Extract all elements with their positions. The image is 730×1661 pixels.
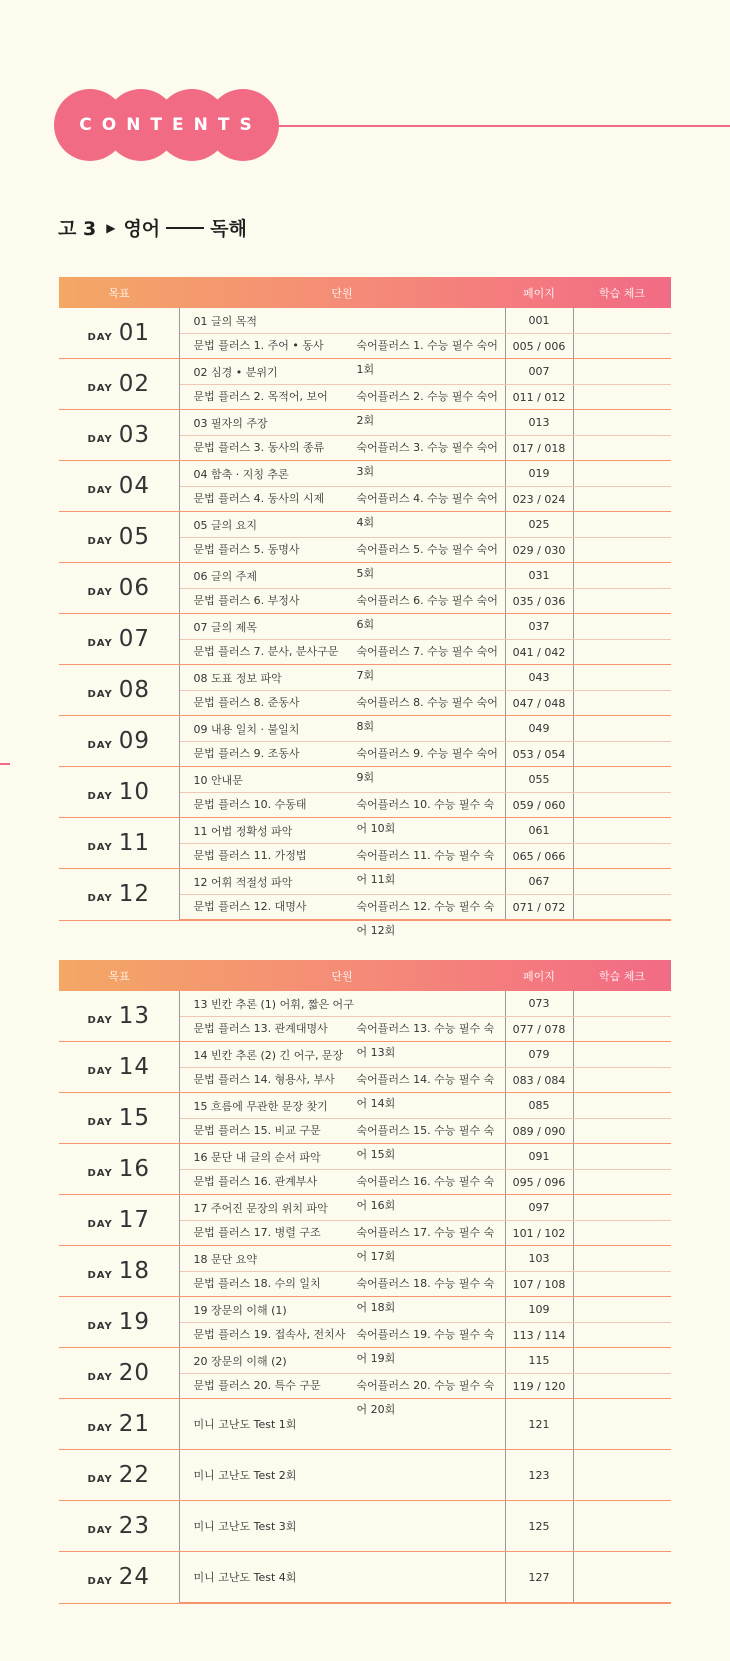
study-check[interactable]: [573, 512, 671, 538]
study-check[interactable]: [573, 716, 671, 742]
idiom-plus: 숙어플러스 15. 수능 필수 숙어 15회: [356, 1124, 495, 1161]
day-number: 20: [118, 1360, 151, 1386]
lesson-title: 20 장문의 이해 (2): [179, 1348, 505, 1374]
study-check[interactable]: [573, 614, 671, 640]
day-cell: [59, 1144, 179, 1195]
grammar-plus: 문법 플러스 8. 준동사: [193, 696, 300, 709]
day-label: DAY: [87, 740, 113, 751]
day-label: DAY: [87, 1066, 113, 1077]
page-number: 073: [505, 991, 573, 1017]
day-cell: [59, 716, 179, 767]
day-label: DAY: [87, 383, 113, 394]
idiom-plus: 숙어플러스 5. 수능 필수 숙어 5회: [356, 543, 498, 580]
study-check[interactable]: [573, 895, 671, 921]
day-number: 01: [118, 320, 151, 346]
study-check[interactable]: [573, 1068, 671, 1093]
study-check[interactable]: [573, 461, 671, 487]
lesson-title: 15 흐름에 무관한 문장 찾기: [179, 1093, 505, 1119]
page-number: 037: [505, 614, 573, 640]
idiom-plus: 숙어플러스 10. 수능 필수 숙어 10회: [356, 798, 495, 835]
day-number: 03: [118, 422, 151, 448]
study-check[interactable]: [573, 1323, 671, 1348]
study-check[interactable]: [573, 1272, 671, 1297]
day-number: 19: [118, 1309, 151, 1335]
day-cell: [59, 1552, 179, 1604]
supplement-cell: [179, 1374, 505, 1416]
page-range: 071 / 072: [505, 895, 573, 921]
grammar-plus: 문법 플러스 17. 병렬 구조: [193, 1226, 321, 1239]
lesson-title: 01 글의 목적: [179, 308, 505, 334]
page-number: 019: [505, 461, 573, 487]
day-cell: [59, 1450, 179, 1501]
day-cell: [59, 1195, 179, 1246]
page-range: 113 / 114: [505, 1323, 573, 1348]
header-rule: [279, 125, 730, 127]
idiom-plus: 숙어플러스 11. 수능 필수 숙어 11회: [356, 849, 495, 886]
page-number: 079: [505, 1042, 573, 1068]
day-number: 23: [118, 1513, 151, 1539]
day-cell: [59, 512, 179, 563]
day-label: DAY: [87, 434, 113, 445]
idiom-plus: 숙어플러스 17. 수능 필수 숙어 17회: [356, 1226, 495, 1263]
study-check[interactable]: [573, 563, 671, 589]
grammar-plus: 문법 플러스 16. 관계부사: [193, 1175, 318, 1188]
idiom-plus: 숙어플러스 16. 수능 필수 숙어 16회: [356, 1175, 495, 1212]
day-label: DAY: [87, 893, 113, 905]
idiom-plus: 숙어플러스 1. 수능 필수 숙어 1회: [356, 339, 498, 376]
table-row: [59, 991, 671, 1017]
day-cell: [59, 1042, 179, 1093]
page-number: 049: [505, 716, 573, 742]
grammar-plus: 문법 플러스 9. 조동사: [193, 747, 300, 760]
page-range: 041 / 042: [505, 640, 573, 665]
grammar-plus: 문법 플러스 13. 관계대명사: [193, 1022, 328, 1035]
day-number: 10: [118, 779, 151, 805]
day-label: DAY: [87, 689, 113, 700]
idiom-plus: 숙어플러스 4. 수능 필수 숙어 4회: [356, 492, 498, 529]
header: [0, 0, 730, 260]
page-number: 109: [505, 1297, 573, 1323]
page-number: 123: [505, 1450, 573, 1501]
day-number: 04: [118, 473, 151, 499]
day-label: DAY: [87, 485, 113, 496]
header-page: 페이지: [523, 969, 555, 983]
page-number: 007: [505, 359, 573, 385]
lesson-title: 미니 고난도 Test 1회: [179, 1399, 505, 1450]
day-label: DAY: [87, 1372, 113, 1383]
day-number: 11: [118, 830, 151, 856]
page-range: 047 / 048: [505, 691, 573, 716]
contents-title: CONTENTS: [79, 115, 262, 135]
idiom-plus: 숙어플러스 18. 수능 필수 숙어 18회: [356, 1277, 495, 1314]
day-label: DAY: [87, 791, 113, 802]
header-check: 학습 체크: [598, 969, 645, 983]
lesson-title: 미니 고난도 Test 4회: [179, 1552, 505, 1604]
lesson-title: 03 필자의 주장: [179, 410, 505, 436]
idiom-plus: 숙어플러스 3. 수능 필수 숙어 3회: [356, 441, 498, 478]
study-check[interactable]: [573, 1374, 671, 1399]
contents-table-1: [59, 277, 671, 937]
study-check[interactable]: [573, 691, 671, 716]
idiom-plus: 숙어플러스 6. 수능 필수 숙어 6회: [356, 594, 498, 631]
lesson-title: 19 장문의 이해 (1): [179, 1297, 505, 1323]
page-range: 065 / 066: [505, 844, 573, 869]
idiom-plus: 숙어플러스 20. 수능 필수 숙어 20회: [356, 1379, 495, 1416]
grammar-plus: 문법 플러스 11. 가정법: [193, 849, 307, 862]
grammar-plus: 문법 플러스 6. 부정사: [193, 594, 300, 607]
day-label: DAY: [87, 1270, 113, 1281]
lesson-title: 08 도표 정보 파악: [179, 665, 505, 691]
day-number: 14: [118, 1054, 151, 1080]
day-number: 05: [118, 524, 151, 550]
header-goal: 목표: [108, 286, 130, 300]
grammar-plus: 문법 플러스 4. 동사의 시제: [193, 492, 325, 505]
subject-heading: [58, 214, 247, 241]
study-check[interactable]: [573, 742, 671, 767]
day-cell: [59, 614, 179, 665]
study-check[interactable]: [573, 1221, 671, 1246]
grammar-plus: 문법 플러스 2. 목적어, 보어: [193, 390, 328, 403]
page-range: 083 / 084: [505, 1068, 573, 1093]
page-range: 101 / 102: [505, 1221, 573, 1246]
day-label: DAY: [87, 1321, 113, 1332]
lesson-title: 18 문단 요약: [179, 1246, 505, 1272]
grammar-plus: 문법 플러스 20. 특수 구문: [193, 1379, 321, 1392]
page-number: 061: [505, 818, 573, 844]
lesson-title: 04 함축 · 지칭 추론: [179, 461, 505, 487]
lesson-title: 06 글의 주제: [179, 563, 505, 589]
day-cell: [59, 359, 179, 410]
page-range: 011 / 012: [505, 385, 573, 410]
study-check[interactable]: [573, 1450, 671, 1501]
grammar-plus: 문법 플러스 14. 형용사, 부사: [193, 1073, 335, 1086]
header-goal: 목표: [108, 969, 130, 983]
page-number: 001: [505, 308, 573, 334]
lesson-title: 11 어법 정확성 파악: [179, 818, 505, 844]
day-cell: [59, 308, 179, 359]
day-cell: [59, 818, 179, 869]
day-number: 22: [118, 1462, 151, 1488]
triangle-icon: ▶: [106, 220, 116, 235]
day-number: 08: [118, 677, 151, 703]
page-range: 077 / 078: [505, 1017, 573, 1042]
study-check[interactable]: [573, 793, 671, 818]
table-header: [59, 960, 671, 991]
study-check[interactable]: [573, 767, 671, 793]
page-number: 085: [505, 1093, 573, 1119]
day-number: 12: [118, 881, 151, 908]
grammar-plus: 문법 플러스 3. 동사의 종류: [193, 441, 325, 454]
table-row: [59, 1552, 671, 1604]
day-cell: [59, 1348, 179, 1399]
day-cell: [59, 563, 179, 614]
day-label: DAY: [87, 1015, 113, 1026]
lesson-title: 10 안내문: [179, 767, 505, 793]
subject-label: 영어: [123, 218, 161, 240]
page-number: 043: [505, 665, 573, 691]
day-cell: [59, 665, 179, 716]
day-cell: [59, 1399, 179, 1450]
day-label: DAY: [87, 842, 113, 853]
study-check[interactable]: [573, 436, 671, 461]
lesson-title: 미니 고난도 Test 2회: [179, 1450, 505, 1501]
table-row: [59, 308, 671, 334]
lesson-title: 16 문단 내 글의 순서 파악: [179, 1144, 505, 1170]
lesson-title: 미니 고난도 Test 3회: [179, 1501, 505, 1552]
page-number: 121: [505, 1399, 573, 1450]
study-check[interactable]: [573, 1501, 671, 1552]
study-check[interactable]: [573, 1017, 671, 1042]
idiom-plus: 숙어플러스 13. 수능 필수 숙어 13회: [356, 1022, 495, 1059]
day-label: DAY: [87, 638, 113, 649]
day-label: DAY: [87, 587, 113, 598]
page-number: 091: [505, 1144, 573, 1170]
idiom-plus: 숙어플러스 9. 수능 필수 숙어 9회: [356, 747, 498, 784]
page-number: 055: [505, 767, 573, 793]
day-number: 15: [118, 1105, 151, 1131]
day-number: 18: [118, 1258, 151, 1284]
study-check[interactable]: [573, 991, 671, 1017]
study-check[interactable]: [573, 589, 671, 614]
day-label: DAY: [87, 1423, 113, 1434]
study-check[interactable]: [573, 487, 671, 512]
page-range: 089 / 090: [505, 1119, 573, 1144]
grammar-plus: 문법 플러스 18. 수의 일치: [193, 1277, 321, 1290]
table-row: [59, 1450, 671, 1501]
study-check[interactable]: [573, 844, 671, 869]
study-check[interactable]: [573, 385, 671, 410]
day-number: 06: [118, 575, 151, 601]
study-check[interactable]: [573, 410, 671, 436]
page-range: 023 / 024: [505, 487, 573, 512]
page-number: 067: [505, 869, 573, 895]
study-check[interactable]: [573, 359, 671, 385]
day-number: 09: [118, 728, 151, 754]
idiom-plus: 숙어플러스 14. 수능 필수 숙어 14회: [356, 1073, 495, 1110]
header-unit: 단원: [331, 286, 353, 300]
lesson-title: 12 어휘 적절성 파악: [179, 869, 505, 895]
study-check[interactable]: [573, 818, 671, 844]
study-check[interactable]: [573, 1170, 671, 1195]
study-check[interactable]: [573, 869, 671, 895]
study-check[interactable]: [573, 1119, 671, 1144]
day-cell: [59, 869, 179, 921]
day-label: DAY: [87, 1525, 113, 1536]
day-label: DAY: [87, 1219, 113, 1230]
grammar-plus: 문법 플러스 1. 주어 • 동사: [193, 339, 324, 352]
page-range: 017 / 018: [505, 436, 573, 461]
contents-pill: [54, 89, 279, 161]
study-check[interactable]: [573, 1348, 671, 1374]
study-check[interactable]: [573, 1144, 671, 1170]
contents-table-2: [59, 960, 671, 1604]
study-check[interactable]: [573, 1297, 671, 1323]
study-check[interactable]: [573, 334, 671, 359]
day-cell: [59, 767, 179, 818]
day-label: DAY: [87, 1117, 113, 1128]
day-label: DAY: [87, 536, 113, 547]
page-range: 035 / 036: [505, 589, 573, 614]
page-number: 097: [505, 1195, 573, 1221]
page-range: 119 / 120: [505, 1374, 573, 1399]
day-number: 24: [118, 1564, 151, 1591]
grammar-plus: 문법 플러스 5. 동명사: [193, 543, 300, 556]
lesson-title: 13 빈칸 추론 (1) 어휘, 짧은 어구: [179, 991, 505, 1017]
day-label: DAY: [87, 1474, 113, 1485]
day-number: 07: [118, 626, 151, 652]
page-number: 127: [505, 1552, 573, 1604]
study-check[interactable]: [573, 1042, 671, 1068]
page-range: 059 / 060: [505, 793, 573, 818]
day-cell: [59, 1093, 179, 1144]
grade-label: 고 3: [58, 218, 97, 240]
study-check[interactable]: [573, 308, 671, 334]
page-number: 103: [505, 1246, 573, 1272]
header-page: 페이지: [523, 286, 555, 300]
idiom-plus: 숙어플러스 12. 수능 필수 숙어 12회: [356, 900, 495, 937]
dash-divider: [166, 227, 204, 229]
page-number: 115: [505, 1348, 573, 1374]
day-number: 13: [118, 1003, 151, 1029]
table-header: [59, 277, 671, 308]
study-check[interactable]: [573, 1195, 671, 1221]
study-check[interactable]: [573, 1552, 671, 1604]
study-check[interactable]: [573, 665, 671, 691]
side-mark: [0, 763, 10, 765]
header-check: 학습 체크: [598, 286, 645, 300]
day-label: DAY: [87, 1576, 113, 1588]
idiom-plus: 숙어플러스 8. 수능 필수 숙어 8회: [356, 696, 498, 733]
day-label: DAY: [87, 1168, 113, 1179]
page-number: 013: [505, 410, 573, 436]
grammar-plus: 문법 플러스 19. 접속사, 전치사: [193, 1328, 346, 1341]
grammar-plus: 문법 플러스 12. 대명사: [193, 900, 307, 913]
day-number: 02: [118, 371, 151, 397]
grammar-plus: 문법 플러스 7. 분사, 분사구문: [193, 645, 339, 658]
day-label: DAY: [87, 332, 113, 343]
day-cell: [59, 1297, 179, 1348]
day-cell: [59, 461, 179, 512]
study-check[interactable]: [573, 640, 671, 665]
area-label: 독해: [210, 218, 247, 240]
study-check[interactable]: [573, 538, 671, 563]
lesson-title: 05 글의 요지: [179, 512, 505, 538]
idiom-plus: 숙어플러스 19. 수능 필수 숙어 19회: [356, 1328, 495, 1365]
page-number: 025: [505, 512, 573, 538]
day-cell: [59, 1246, 179, 1297]
page-range: 053 / 054: [505, 742, 573, 767]
day-cell: [59, 991, 179, 1042]
header-unit: 단원: [331, 969, 353, 983]
page-range: 107 / 108: [505, 1272, 573, 1297]
study-check[interactable]: [573, 1246, 671, 1272]
lesson-title: 17 주어진 문장의 위치 파악: [179, 1195, 505, 1221]
study-check[interactable]: [573, 1399, 671, 1450]
idiom-plus: 숙어플러스 2. 수능 필수 숙어 2회: [356, 390, 498, 427]
idiom-plus: 숙어플러스 7. 수능 필수 숙어 7회: [356, 645, 498, 682]
lesson-title: 09 내용 일치 · 불일치: [179, 716, 505, 742]
day-cell: [59, 410, 179, 461]
page-range: 095 / 096: [505, 1170, 573, 1195]
page-range: 005 / 006: [505, 334, 573, 359]
day-cell: [59, 1501, 179, 1552]
grammar-plus: 문법 플러스 15. 비교 구문: [193, 1124, 321, 1137]
table-row: [59, 1501, 671, 1552]
lesson-title: 07 글의 제목: [179, 614, 505, 640]
lesson-title: 14 빈칸 추론 (2) 긴 어구, 문장: [179, 1042, 505, 1068]
page-number: 125: [505, 1501, 573, 1552]
page-range: 029 / 030: [505, 538, 573, 563]
day-number: 17: [118, 1207, 151, 1233]
lesson-title: 02 심경 • 분위기: [179, 359, 505, 385]
grammar-plus: 문법 플러스 10. 수동태: [193, 798, 307, 811]
supplement-cell: [179, 895, 505, 937]
day-number: 21: [118, 1411, 151, 1437]
page-number: 031: [505, 563, 573, 589]
study-check[interactable]: [573, 1093, 671, 1119]
day-number: 16: [118, 1156, 151, 1182]
